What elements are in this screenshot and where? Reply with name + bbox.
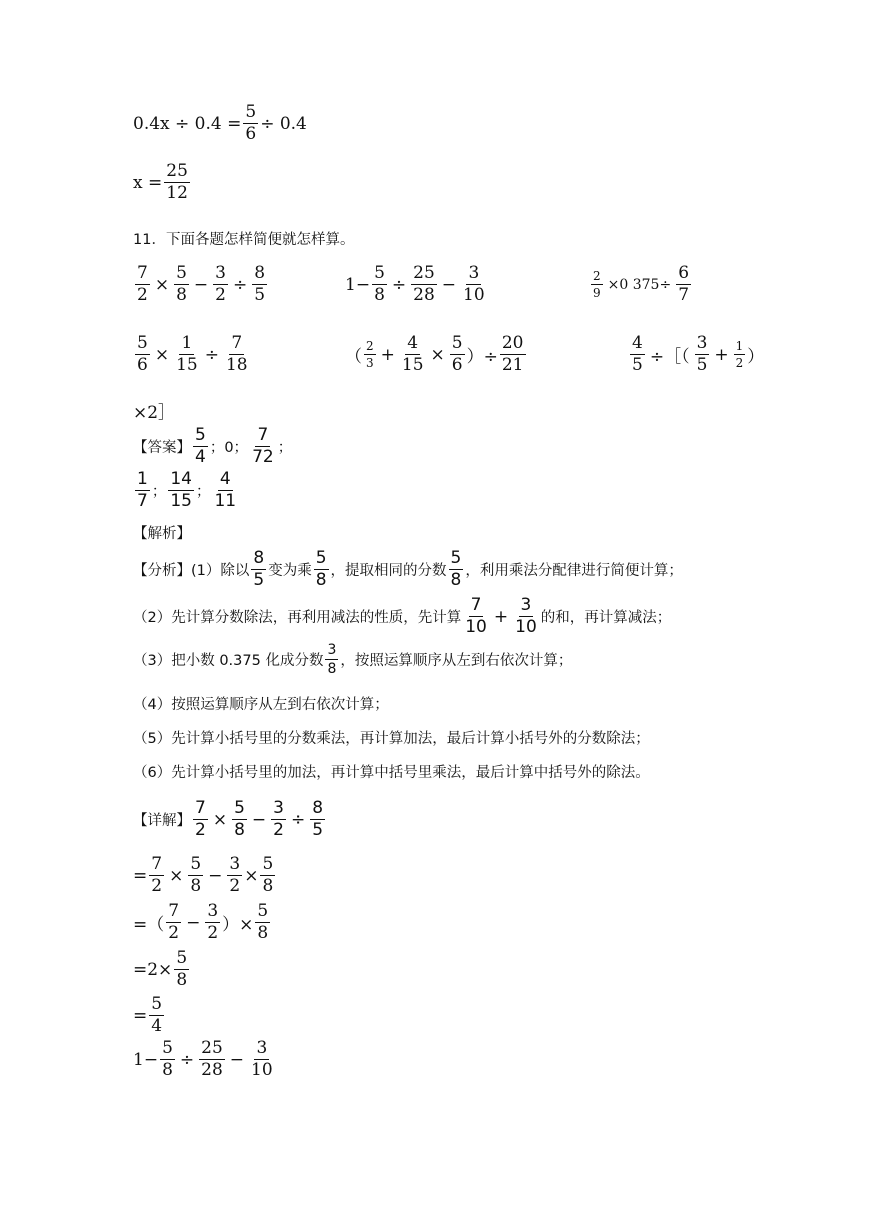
detail-line-5: = $\frac{5}{4}$ [133,994,163,1036]
detail-line-2: = $\frac{7}{2}$ × $\frac{5}{8}$ − $\frac{3}{2}$ × $\frac{5}{8}$ [133,854,274,896]
problem-2: 1− $\frac{5}{8}$ ÷ $\frac{25}{28}$ − $\frac{3}{10}$ [345,263,485,305]
detail-line-6: 1− $\frac{5}{8}$ ÷ $\frac{25}{28}$ − $\frac{3}{10}$ [133,1038,273,1080]
answer-line-2: $\frac{1}{7}$ ； $\frac{14}{15}$ ； $\frac{4}{11}$ [137,469,237,511]
problem-6-tail: ×2］ [133,403,176,423]
problem-1: $\frac{7}{2}$ × $\frac{5}{8}$ − $\frac{3}{2}$ ÷ $\frac{8}{5}$ [137,263,266,305]
equation-text: ÷ 0.4 [260,113,307,134]
equation-line-2 [133,163,192,202]
answer-line-1: 【答案】 $\frac{5}{4}$ ；0； $\frac{7}{72}$ ； [133,425,293,467]
problem-4: $\frac{5}{6}$ × $\frac{1}{15}$ ÷ $\frac{7}{18}$ [137,333,248,375]
problem-5: （ $\frac{2}{3}$ + $\frac{4}{15}$ × $\frac{5}{6}$ ）÷ $\frac{20}{21}$ [345,333,524,375]
analysis-step-4: （4）按照运算顺序从左到右依次计算； [133,697,389,713]
detail-line-1: 【详解】 $\frac{7}{2}$ × $\frac{5}{8}$ − $\frac{3}{2}$ ÷ $\frac{8}{5}$ [133,798,324,840]
analysis-step-6: （6）先计算小括号里的加法，再计算中括号里乘法，最后计算中括号外的除法。 [133,765,650,781]
equation-text: 0.4x ÷ 0.4 = [133,113,242,134]
analysis-label: 【解析】 [133,526,191,542]
analysis-step-5: （5）先计算小括号里的分数乘法，再计算加法，最后计算小括号外的分数除法； [133,731,650,747]
problem-6: $\frac{4}{5}$ ÷［（ $\frac{3}{5}$ + $\frac{1}{2}$ ） [632,333,765,375]
detail-line-4: =2× $\frac{5}{8}$ [133,948,188,990]
analysis-step-2: （2）先计算分数除法，再利用减法的性质，先计算 $\frac{7}{10}$ + $\frac{3}{10}$ 的和，再计算减法； [133,595,672,637]
analysis-step-3: （3）把小数 0.375 化成分数 $\frac{3}{8}$ ，按照运算顺序从左到右依次计算； [133,642,573,677]
detail-line-3: =（ $\frac{7}{2}$ − $\frac{3}{2}$ ）× $\frac{5}{8}$ [133,901,269,943]
answer-label: 【答案】 [133,440,191,456]
fraction: $\frac{5}{6}$ [245,102,257,144]
detail-label: 【详解】 [133,813,191,829]
fraction: $\frac{25}{12}$ [166,161,188,203]
question-title: 11．下面各题怎样简便就怎样算。 [133,232,355,248]
equation-line-1 [133,104,307,143]
analysis-step-1: 【分析】(1）除以 $\frac{8}{5}$ 变为乘 $\frac{5}{8}$ ，提取相同的分数 $\frac{5}{8}$ ，利用乘法分配律进行简便计算； [133,548,683,590]
problem-3: $\frac{2}{9}$ ×0 375÷ $\frac{6}{7}$ [593,263,690,305]
equation-text: x = [133,172,163,193]
